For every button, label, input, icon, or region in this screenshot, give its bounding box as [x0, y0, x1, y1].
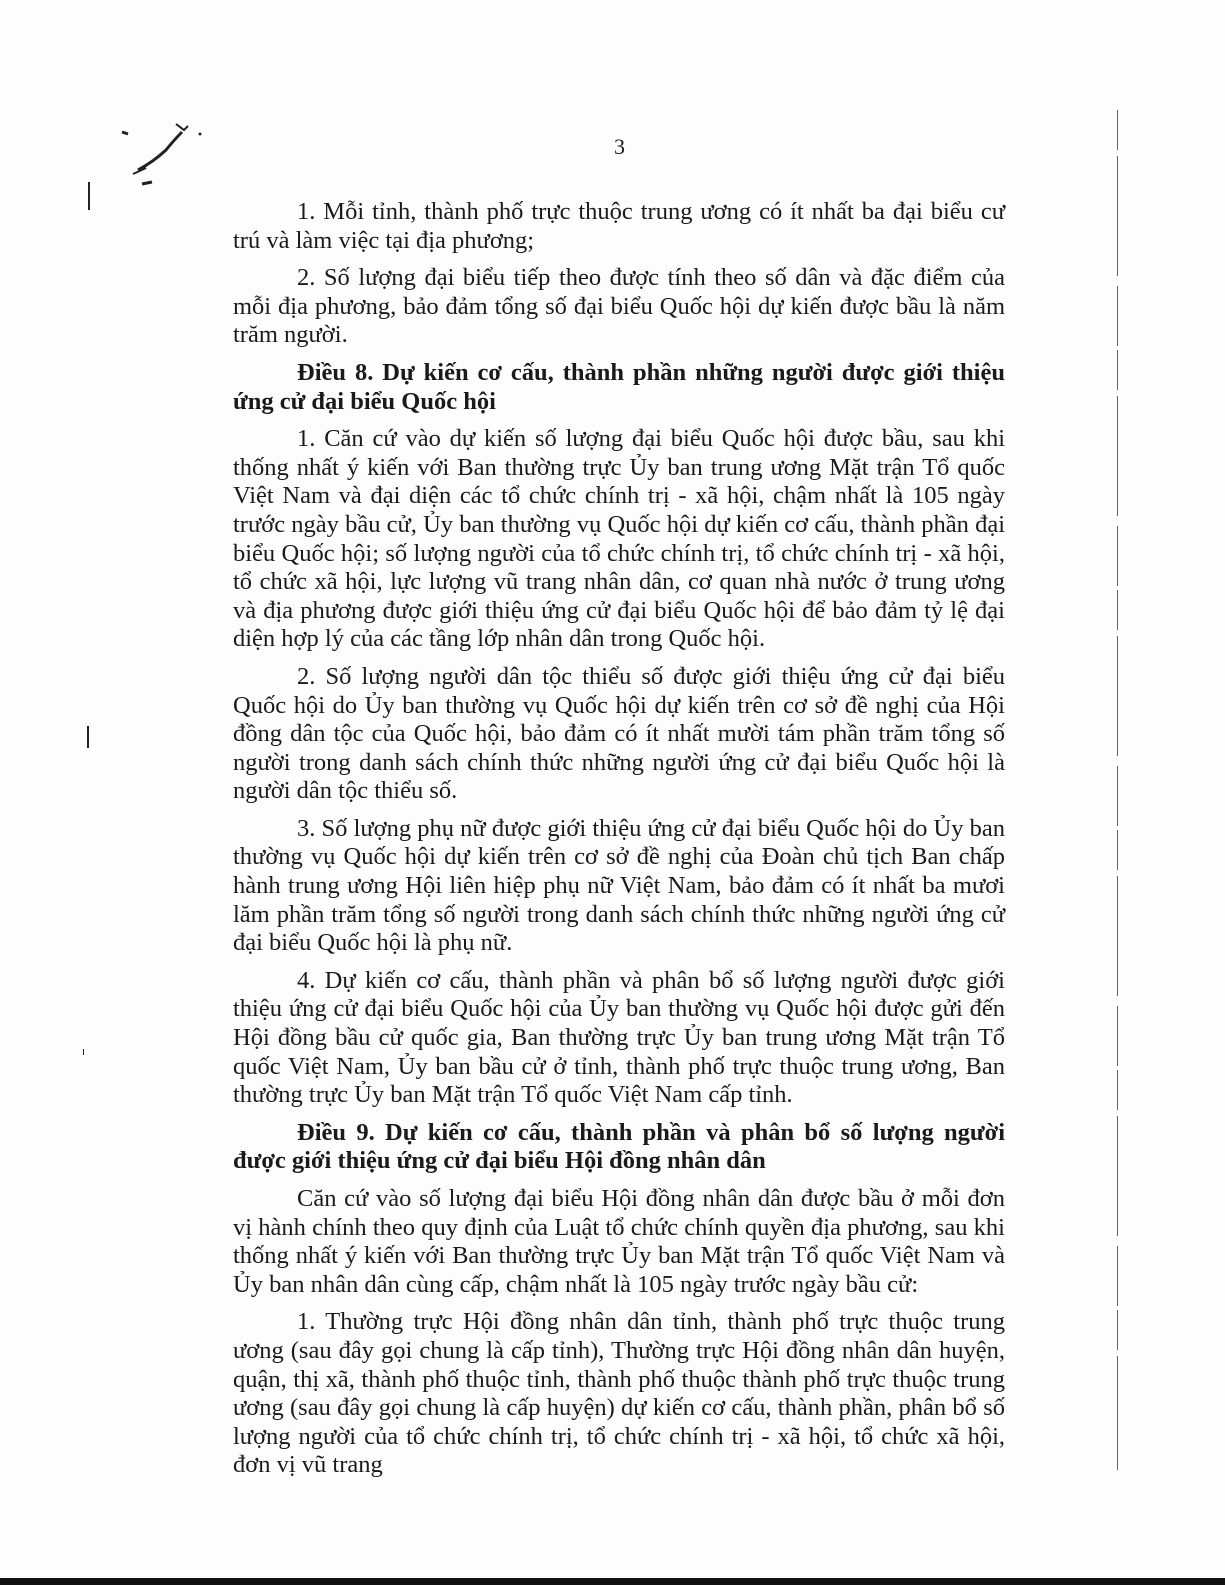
- scan-mark: [88, 182, 90, 210]
- paragraph: 4. Dự kiến cơ cấu, thành phần và phân bổ số lượng người được giới thiệu ứng cử đại biểu Quốc hội của Ủy ban thường vụ Quốc hội được gửi đến Hội đồng bầu cử quốc gia, Ban thường trực Ủy ban trung ương Mặt trận Tổ quốc Việt Nam, Ủy ban bầu cử ở tỉnh, thành phố trực thuộc trung ương, Ban thường trực Ủy ban Mặt trận Tổ quốc Việt Nam cấp tỉnh.: [233, 966, 1005, 1109]
- scan-edge-right: [1116, 110, 1118, 1470]
- article-heading: Điều 9. Dự kiến cơ cấu, thành phần và phân bổ số lượng người được giới thiệu ứng cử đại biểu Hội đồng nhân dân: [233, 1118, 1005, 1175]
- article-heading: Điều 8. Dự kiến cơ cấu, thành phần những người được giới thiệu ứng cử đại biểu Quốc hội: [233, 358, 1005, 415]
- scan-edge-bottom: [0, 1578, 1225, 1585]
- paragraph: Căn cứ vào số lượng đại biểu Hội đồng nhân dân được bầu ở mỗi đơn vị hành chính theo quy định của Luật tổ chức chính quyền địa phương, sau khi thống nhất ý kiến với Ban thường trực Ủy ban Mặt trận Tổ quốc Việt Nam và Ủy ban nhân dân cùng cấp, chậm nhất là 105 ngày trước ngày bầu cử:: [233, 1185, 1005, 1298]
- paragraph: 1. Căn cứ vào dự kiến số lượng đại biểu Quốc hội được bầu, sau khi thống nhất ý kiến với Ban thường trực Ủy ban trung ương Mặt trận Tổ quốc Việt Nam và đại diện các tổ chức chính trị - xã hội, chậm nhất là 105 ngày trước ngày bầu cử, Ủy ban thường vụ Quốc hội dự kiến cơ cấu, thành phần đại biểu Quốc hội; số lượng người của tổ chức chính trị, tổ chức chính trị - xã hội, tổ chức xã hội, lực lượng vũ trang nhân dân, cơ quan nhà nước ở trung ương và địa phương được giới thiệu ứng cử đại biểu Quốc hội để bảo đảm tỷ lệ đại diện hợp lý của các tầng lớp nhân dân trong Quốc hội.: [233, 425, 1005, 653]
- paragraph: 2. Số lượng người dân tộc thiểu số được giới thiệu ứng cử đại biểu Quốc hội do Ủy ban thường vụ Quốc hội dự kiến trên cơ sở đề nghị của Hội đồng dân tộc của Quốc hội, bảo đảm có ít nhất mười tám phần trăm tổng số người trong danh sách chính thức những người ứng cử đại biểu Quốc hội là người dân tộc thiểu số.: [233, 662, 1005, 805]
- paragraph: 1. Mỗi tỉnh, thành phố trực thuộc trung ương có ít nhất ba đại biểu cư trú và làm việc tại địa phương;: [233, 198, 1005, 254]
- page-number: 3: [614, 134, 625, 159]
- paragraph: 2. Số lượng đại biểu tiếp theo được tính theo số dân và đặc điểm của mỗi địa phương, bảo đảm tổng số đại biểu Quốc hội dự kiến được bầu là năm trăm người.: [233, 264, 1005, 349]
- paragraph: 3. Số lượng phụ nữ được giới thiệu ứng cử đại biểu Quốc hội do Ủy ban thường vụ Quốc hội dự kiến trên cơ sở đề nghị của Đoàn chủ tịch Ban chấp hành trung ương Hội liên hiệp phụ nữ Việt Nam, bảo đảm có ít nhất ba mươi lăm phần trăm tổng số người trong danh sách chính thức những người ứng cử đại biểu Quốc hội là phụ nữ.: [233, 814, 1005, 957]
- scan-mark: [83, 1049, 84, 1055]
- scan-mark: [87, 726, 89, 748]
- paragraph: 1. Thường trực Hội đồng nhân dân tỉnh, thành phố trực thuộc trung ương (sau đây gọi chung là cấp tỉnh), Thường trực Hội đồng nhân dân huyện, quận, thị xã, thành phố thuộc tỉnh, thành phố thuộc thành phố trực thuộc trung ương (sau đây gọi chung là cấp huyện) dự kiến cơ cấu, thành phần, phân bổ số lượng người của tổ chức chính trị, tổ chức chính trị - xã hội, tổ chức xã hội, đơn vị vũ trang: [233, 1308, 1005, 1479]
- document-body: [233, 198, 1005, 1489]
